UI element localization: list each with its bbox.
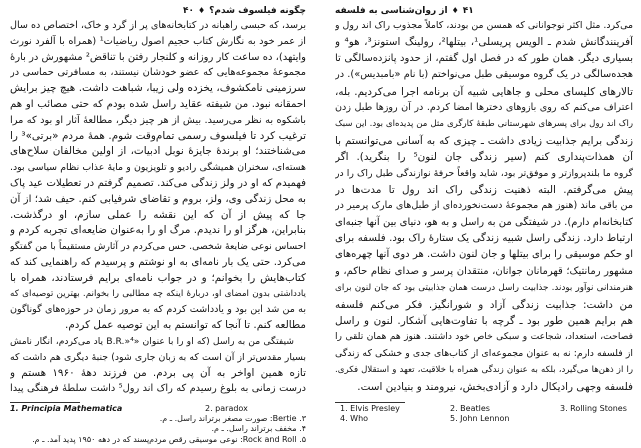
running-header bbox=[10, 4, 306, 17]
body-text bbox=[335, 18, 633, 395]
footnote: 2. Beatles bbox=[450, 404, 490, 413]
body-line: بنابراین، هرگز او را ندیدم. مرگ او را به‌عنوان ضایعه‌ای تجربه کردم و bbox=[10, 224, 306, 237]
footnote-row bbox=[10, 404, 306, 414]
body-line: کتاب‌هایش را بخوانم؛ و در جواب نامه‌ای برایم فرستادند، همراه با bbox=[10, 271, 306, 284]
body-line: هم برایم همین طور بود ـ گرچه با تفاوت‌هایی آشکار. لنون و راسل bbox=[335, 315, 633, 328]
footnote-row bbox=[335, 414, 633, 424]
body-line: از عمر خود به نگارش کتاب حجیم اصول ریاضیات¹ (همراه با آلفرد نورث bbox=[10, 35, 306, 47]
footnote: 1. Principia Mathematica bbox=[10, 404, 123, 413]
body-line: گروه ما بلندپروازتر و موفق‌تر بود، شاید واقعاً حرفهٔ نوازندگی طبل راک را در bbox=[335, 167, 633, 179]
footnote: 4. Who bbox=[340, 414, 369, 424]
body-line: وایتهد)، ده ساعت کار روزانه و کلنجار رفتن با تناقض² مشهورش در بارهٔ bbox=[10, 51, 306, 63]
footnotes bbox=[335, 404, 633, 424]
footnote: ۴. مخفف برتراند راسل. ـ م. bbox=[211, 424, 306, 434]
footnote: 5. John Lennon bbox=[450, 414, 510, 424]
footnote-rule bbox=[10, 402, 80, 403]
body-line: اعتراف می‌کنم که روی بازوهای دخترها امضا کردم. در آن روزها طبل زدن bbox=[335, 101, 633, 113]
header-separator: ♦ bbox=[197, 6, 206, 15]
body-line: از فلسفه دارم: نه به عنوان مجموعه‌ای از کتاب‌های جدی و خشکی که زندگی bbox=[335, 347, 633, 359]
body-line: ترغیب کرد تا فیلسوف رسمی تمام‌وقت شوم. همهٔ مردم «برتی»³ را bbox=[10, 129, 306, 142]
running-header bbox=[335, 4, 633, 17]
page-number: ۴۰ bbox=[182, 5, 194, 16]
left-page bbox=[10, 0, 306, 448]
footnote-row bbox=[335, 404, 633, 414]
body-line: بسیاری دیگر. همان طور که در فصل اول گفتم، از حدود پانزده‌سالگی تا bbox=[335, 52, 633, 64]
body-line: من باقی ماند (هنوز هم مجموعهٔ دست‌نخورده‌ای از طبل‌های مارک پرمیر در bbox=[335, 200, 633, 212]
body-line: را از ذهن‌ها می‌گیرد، بلکه به عنوان زندگی همراه با خلاقیت، تعهد و استقلال فکری. bbox=[335, 365, 633, 376]
body-line: تازه همین اواخر به آن پی بردم. من فرزند دههٔ ۱۹۶۰ هستم و bbox=[10, 366, 306, 379]
body-line: کتابخانه‌ام دارم). در شیفتگی من به راسل و به هو، دنیای بین آنها جنبه‌ای bbox=[335, 216, 633, 228]
footnote: 2. paradox bbox=[205, 404, 248, 413]
body-line: راک اند رول برای پسرهای شهرستانی طبقهٔ کارگری مثل من پدیده‌ای بود. این سبک bbox=[335, 119, 633, 130]
body-line: می‌کرد. حتی یک بار نامه‌ای به او نوشتم و پرسیدم که راهنمایی کند که bbox=[10, 256, 306, 268]
body-line: برسد، که حبسی راهبانه در کتابخانه‌های پر از گرد و خاک، اختصاص ده سال bbox=[10, 20, 306, 31]
body-line: احساس نوعی ضایعهٔ شخصی. حس می‌کردم در آثارش مستقیماً با من گفتگو bbox=[10, 241, 306, 253]
body-line: می‌کرد. مثل اکثر نوجوانانی که همسن من بودند، کاملاً مجذوب راک اند رول و bbox=[335, 20, 633, 31]
footnote: ۵. Rock and Roll: نوعی موسیقی رقص مردم‌پسند که در دهه ۱۹۵۰ پدید آمد. ـ م. bbox=[32, 434, 306, 444]
body-line: ارتباط دارد. زندگی راسل شبیه زندگی یک ستارهٔ راک بود. فلسفه برای bbox=[335, 233, 633, 245]
body-line: فهمیدم که او در ولز زندگی می‌کند. تصمیم گرفتم در تعطیلات عید پاک bbox=[10, 177, 306, 189]
footnote: 1. Elvis Presley bbox=[340, 404, 400, 413]
body-line: آن همذات‌پنداری کنم (سیر زندگی جان لنون⁵ را بنگرید). اگر bbox=[335, 151, 633, 164]
body-line: مشهور رمانتیک؛ قهرمانان جوانان، منتقدان پرسر و صدای نظام حاکم، و bbox=[335, 265, 633, 277]
body-line: به من شد این بود و یادداشت کردم که به مرور زمان در حوزه‌های گوناگون bbox=[10, 304, 306, 316]
body-text bbox=[10, 18, 306, 397]
right-page bbox=[335, 0, 633, 448]
body-line: احمقانه نبود. من شیفته عقاید راسل شده بودم که حتی مصائب او هم bbox=[10, 98, 306, 110]
running-title: از روان‌شناسی به فلسفه bbox=[335, 5, 448, 16]
footnote: 3. Rolling Stones bbox=[560, 404, 627, 413]
body-line: سرزمینی نامکشوف، یخزده ولی زیبا، شباهت داشت. هیچ چیز برایش bbox=[10, 82, 306, 95]
body-line: هسته‌ای، سخنران همیشگی رادیو و تلویزیون و مایهٔ عذاب نظام سیاسی بود. bbox=[10, 162, 306, 174]
body-line: او حکم موسیقی را برای بیتلها و جان لنون داشت. هر دوی آنها چهره‌های bbox=[335, 249, 633, 261]
body-line: هجده‌سالگی در یک گروه موسیقی طبل می‌نواختم (با نام «بامبدیس»). در bbox=[335, 69, 633, 81]
body-line: یادداشتی بدون امضای او، دربارهٔ اینکه چه مطالبی را بخوانم. بهترین توصیه‌ای که bbox=[10, 288, 306, 299]
body-line: فصاحت، استعداد، شجاعت و سبکی خاص خود داشتند. هنوز هم همان تلقی را bbox=[335, 331, 633, 343]
footnote-rule bbox=[335, 402, 405, 403]
body-line: درست زمانی به بلوغ رسیدم که راک اند رول⁵ داشت سلطهٔ فرهنگی پیدا bbox=[10, 383, 306, 395]
body-line: تالارهای کلیسای محلی و جاهایی شبیه آن برنامه اجرا می‌کردیم. بله، bbox=[335, 85, 633, 98]
footnotes bbox=[10, 404, 306, 445]
body-line: پیش می‌گرفتم. البته ذهنیت زندگی راک اند رول تا مدت‌ها در bbox=[335, 183, 633, 196]
body-line: بسیار مقدس‌تر از آن است که به زبان جاری شود) جنبهٔ دیگری هم داشت که bbox=[10, 351, 306, 363]
body-line: مجموعهٔ مجموعه‌هایی که عضو خودشان نیستند، به مسافرتی حماسی در bbox=[10, 67, 306, 79]
footnote: ۳. Bertie: صورت مصغر برتراند راسل. ـ م. bbox=[159, 414, 306, 424]
body-line: فلسفه وجهی رادیکال دارد و آزادی‌بخش، نیرومند و بنیادین است. bbox=[357, 380, 633, 393]
body-line: زندگی برایم جذابیت زیادی داشت ـ چیزی که به آسانی می‌توانستم با bbox=[335, 134, 633, 147]
body-line: هنرمندانی نوآور بودند. جذابیت راسل درست همان جذابیتی بود که جان لنون برای bbox=[335, 283, 633, 294]
body-line: جا که پیش از آن که این نقشه را عملی سازم، او درگذشت. bbox=[10, 208, 306, 221]
body-line: من داشت: جذابیت زندگی آزاد و شورانگیز. فکر می‌کنم فلسفه bbox=[335, 298, 633, 311]
page-number: ۴۱ bbox=[462, 5, 474, 16]
body-line: باشکوه به نظر می‌رسید. بیش از هر چیز دیگر، مطالعهٔ آثار او بود که مرا bbox=[10, 114, 306, 126]
body-line: به محل زندگی وی، ولز، بروم و تقاضای شرفیابی کنم. حیف شد؛ از آن bbox=[10, 193, 306, 205]
body-line: مطالعه کنم. تا آنجا که توانستم به این توصیه عمل کردم. bbox=[65, 319, 306, 332]
running-title: چگونه فیلسوف شدم؟ bbox=[209, 5, 306, 16]
body-line: آفرینندگانش شدم ـ الویس پریسلی¹، بیتلها²، رولینگ استونز³، هو⁴ و bbox=[335, 36, 633, 49]
body-line: می‌شناختند؛ او برندهٔ جایزهٔ نوبل ادبیات، از اولین مخالفان سلاح‌های bbox=[10, 145, 306, 158]
body-line: شیفتگی من به راسل (که او را با عنوان «B.R.»⁴ یاد می‌کردم، انگار نامش bbox=[10, 335, 295, 347]
header-separator: ♦ bbox=[451, 6, 459, 15]
